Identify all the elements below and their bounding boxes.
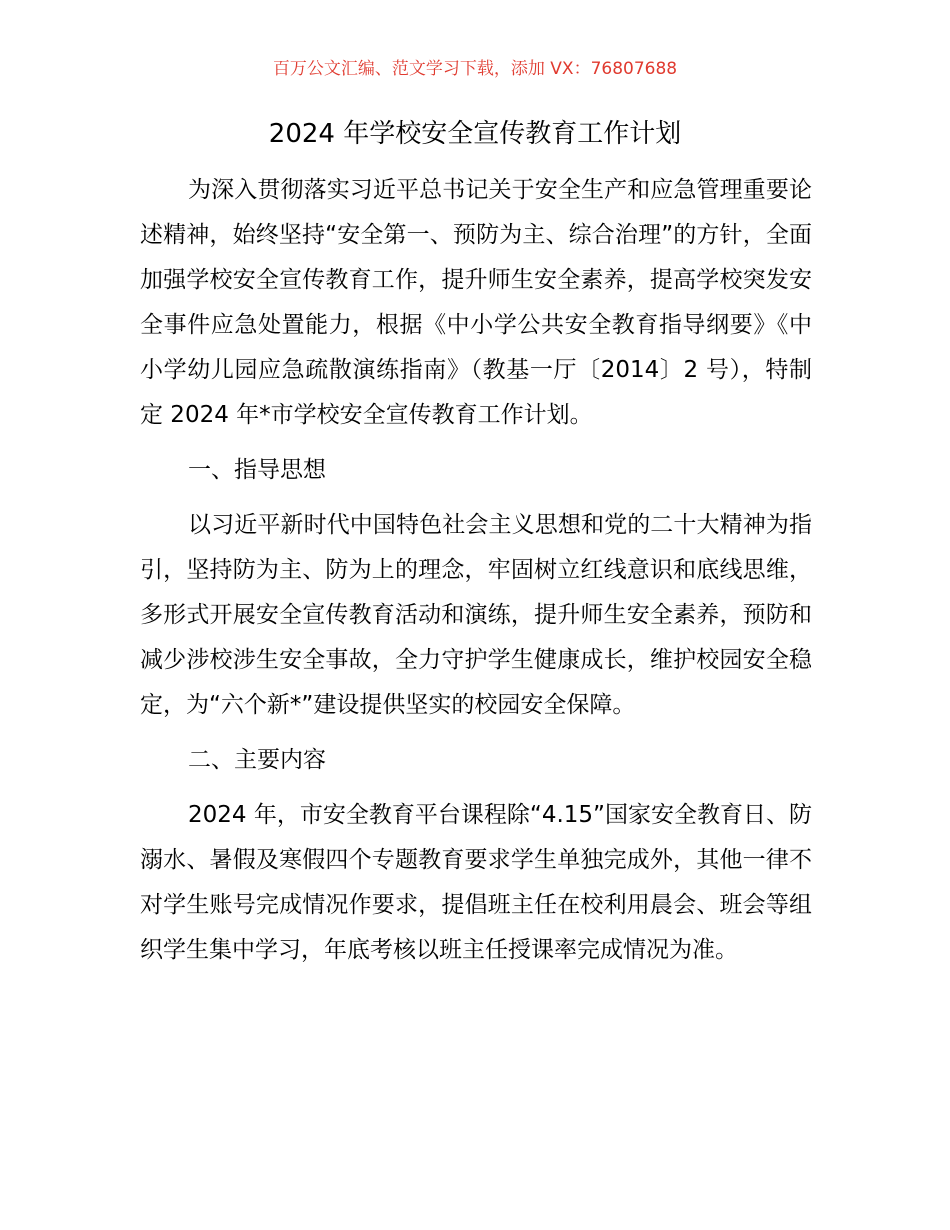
intro-paragraph: 为深入贯彻落实习近平总书记关于安全生产和应急管理重要论述精神，始终坚持“安全第一、预防为主、综合治理”的方针，全面加强学校安全宣传教育工作，提升师生安全素养，提高学校突发安全事件应急处置能力，根据《中小学公共安全教育指导纲要》《中小学幼儿园应急疏散演练指南》（教基一厅〔2014〕2 号），特制定 2024 年*市学校安全宣传教育工作计划。: [140, 177, 812, 428]
section-heading-guiding-thought: 一、指导思想: [188, 457, 326, 483]
section-heading-main-content: 二、主要内容: [188, 747, 326, 773]
document-title: 2024 年学校安全宣传教育工作计划: [268, 119, 682, 149]
section-paragraph-guiding-thought: 以习近平新时代中国特色社会主义思想和党的二十大精神为指引，坚持防为主、防为上的理念，牢固树立红线意识和底线思维，多形式开展安全宣传教育活动和演练，提升师生安全素养，预防和减少涉校涉生安全事故，全力守护学生健康成长，维护校园安全稳定，为“六个新*”建设提供坚实的校园安全保障。: [140, 512, 812, 718]
header-banner: 百万公文汇编、范文学习下载，添加 VX：76807688: [272, 59, 678, 79]
document-body: [140, 168, 812, 973]
section-paragraph-main-content: 2024 年，市安全教育平台课程除“4.15”国家安全教育日、防溺水、暑假及寒假四个专题教育要求学生单独完成外，其他一律不对学生账号完成情况作要求，提倡班主任在校利用晨会、班会等组织学生集中学习，年底考核以班主任授课率完成情况为准。: [140, 802, 812, 963]
